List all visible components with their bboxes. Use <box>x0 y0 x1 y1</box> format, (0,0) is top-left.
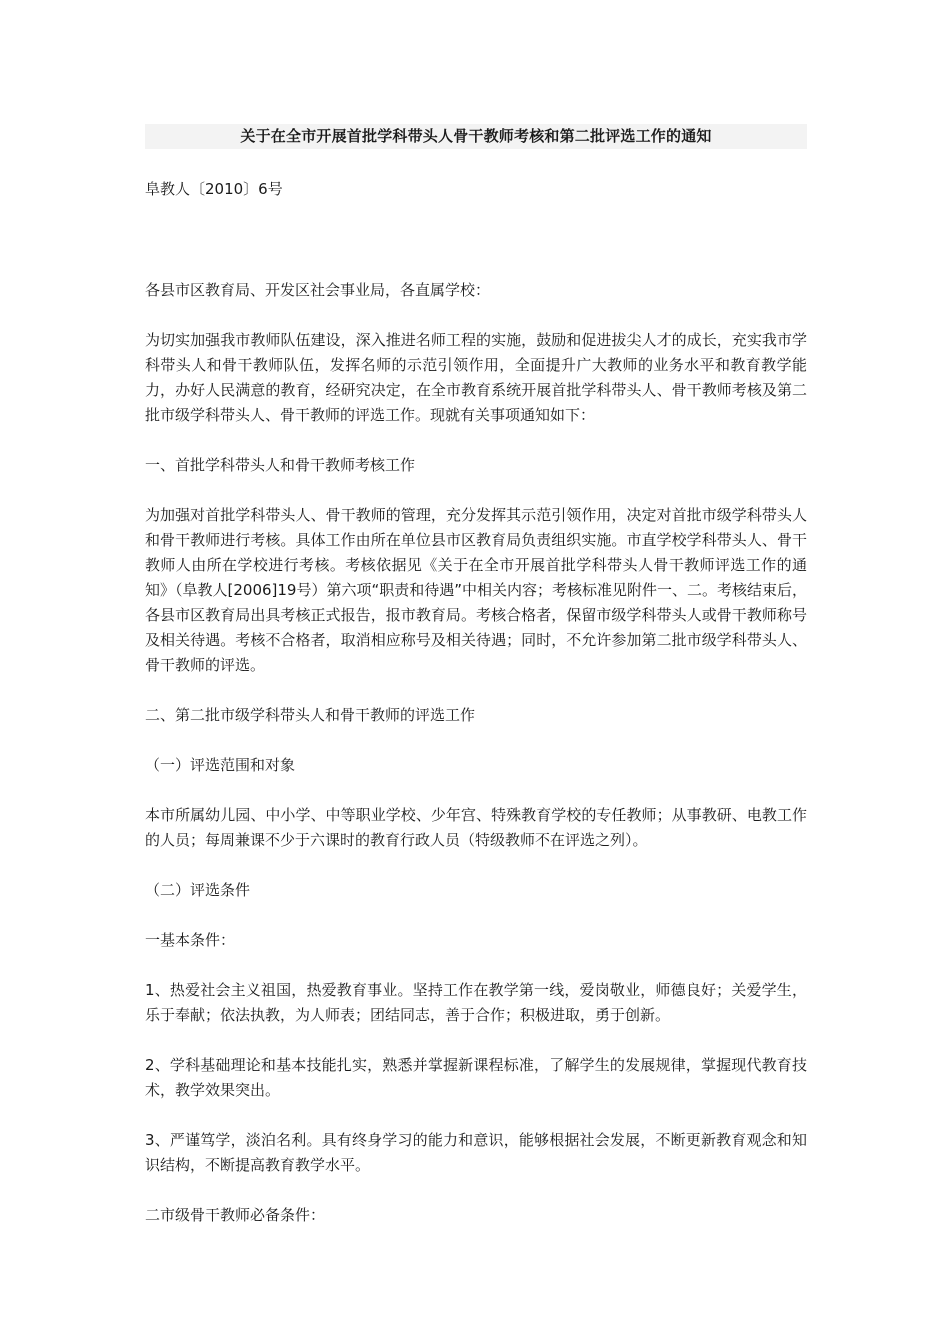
spacer <box>145 202 807 278</box>
section-heading-2: 二、第二批市级学科带头人和骨干教师的评选工作 <box>145 706 476 724</box>
document-number: 阜教人〔2010〕6号 <box>145 180 283 198</box>
condition-item-3: 3、严谨笃学，淡泊名利。具有终身学习的能力和意识，能够根据社会发展，不断更新教育观念和知识结构，不断提高教育教学水平。 <box>145 1131 807 1174</box>
document-title: 关于在全市开展首批学科带头人骨干教师考核和第二批评选工作的通知 <box>145 124 807 149</box>
intro-paragraph: 为切实加强我市教师队伍建设，深入推进名师工程的实施，鼓励和促进拔尖人才的成长，充实我市学科带头人和骨干教师队伍，发挥名师的示范引领作用，全面提升广大教师的业务水平和教育教学能力，办好人民满意的教育，经研究决定，在全市教育系统开展首批学科带头人、骨干教师考核及第二批市级学科带头人、骨干教师的评选工作。现就有关事项通知如下： <box>145 331 807 424</box>
backbone-teacher-conditions-heading: 二市级骨干教师必备条件： <box>145 1206 326 1224</box>
basic-conditions-heading: 一基本条件： <box>145 931 236 949</box>
subsection-heading-conditions: （二）评选条件 <box>145 881 251 899</box>
document-page <box>145 124 807 1253</box>
condition-item-1: 1、热爱社会主义祖国，热爱教育事业。坚持工作在教学第一线，爱岗敬业，师德良好；关爱学生，乐于奉献；依法执教，为人师表；团结同志，善于合作；积极进取，勇于创新。 <box>145 981 807 1024</box>
condition-item-2: 2、学科基础理论和基本技能扎实，熟悉并掌握新课程标准，了解学生的发展规律，掌握现代教育技术，教学效果突出。 <box>145 1056 807 1099</box>
scope-body: 本市所属幼儿园、中小学、中等职业学校、少年宫、特殊教育学校的专任教师；从事教研、电教工作的人员；每周兼课不少于六课时的教育行政人员（特级教师不在评选之列）。 <box>145 806 807 849</box>
section-heading-1: 一、首批学科带头人和骨干教师考核工作 <box>145 456 416 474</box>
salutation: 各县市区教育局、开发区社会事业局，各直属学校： <box>145 281 491 299</box>
subsection-heading-scope: （一）评选范围和对象 <box>145 756 296 774</box>
section-1-body: 为加强对首批学科带头人、骨干教师的管理，充分发挥其示范引领作用，决定对首批市级学科带头人和骨干教师进行考核。具体工作由所在单位县市区教育局负责组织实施。市直学校学科带头人、骨干教师人由所在学校进行考核。考核依据见《关于在全市开展首批学科带头人骨干教师评选工作的通知》（阜教人[2006]19号）第六项“职责和待遇”中相关内容；考核标准见附件一、二。考核结束后，各县市区教育局出具考核正式报告，报市教育局。考核合格者，保留市级学科带头人或骨干教师称号及相关待遇。考核不合格者，取消相应称号及相关待遇；同时，不允许参加第二批市级学科带头人、骨干教师的评选。 <box>145 506 808 674</box>
